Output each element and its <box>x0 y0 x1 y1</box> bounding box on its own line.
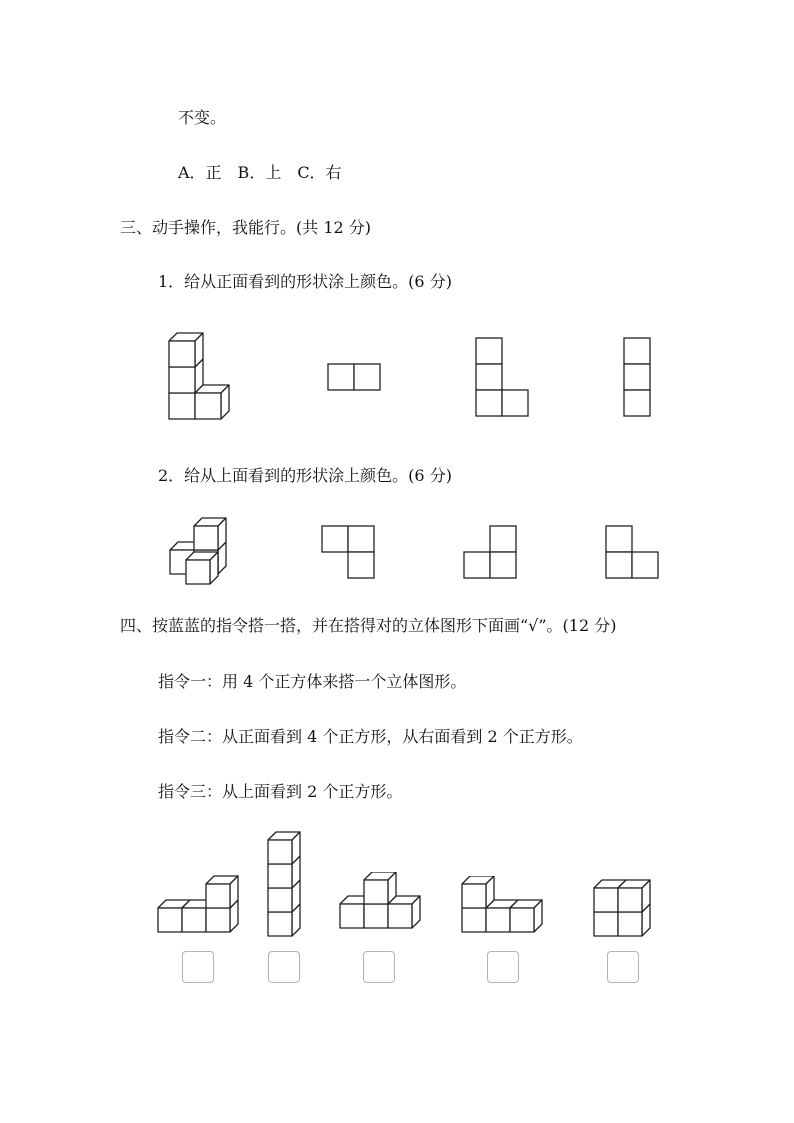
q2-3d-figure <box>166 514 238 588</box>
question-2-text: 2．给从上面看到的形状涂上颜色。(6 分) <box>158 466 452 485</box>
s4-figure-3 <box>338 872 426 934</box>
cube <box>268 832 300 864</box>
q1-option-1[interactable] <box>326 362 382 392</box>
instruction-3: 指令三：从上面看到 2 个正方形。 <box>158 782 403 801</box>
cube <box>364 872 396 904</box>
answer-box-1[interactable] <box>182 951 214 983</box>
cube <box>510 900 542 932</box>
section-3-title: 三、动手操作，我能行。(共 12 分) <box>120 218 372 237</box>
cube <box>195 385 229 419</box>
section-4-title: 四、按蓝蓝的指令搭一搭，并在搭得对的立体图形下面画“√”。(12 分) <box>120 616 617 635</box>
question-1-text: 1．给从正面看到的形状涂上颜色。(6 分) <box>158 272 452 291</box>
s4-figure-2 <box>266 830 306 938</box>
cube <box>618 880 650 912</box>
answer-box-3[interactable] <box>363 951 395 983</box>
cube <box>388 896 420 928</box>
text-continuation: 不变。 <box>178 108 227 127</box>
answer-box-5[interactable] <box>607 951 639 983</box>
answer-box-4[interactable] <box>487 951 519 983</box>
cube <box>169 333 203 367</box>
instruction-1: 指令一：用 4 个正方体来搭一个立体图形。 <box>158 672 467 691</box>
answer-box-2[interactable] <box>268 951 300 983</box>
s4-figure-5 <box>592 878 656 940</box>
answer-options: A．正 B．上 C．右 <box>178 163 342 182</box>
q1-option-3[interactable] <box>622 336 654 420</box>
s4-figure-1 <box>156 872 244 938</box>
q1-option-2[interactable] <box>474 336 532 420</box>
cube <box>462 876 494 908</box>
q2-option-1[interactable] <box>320 524 376 580</box>
s4-figure-4 <box>460 876 548 938</box>
q1-3d-figure <box>164 330 238 424</box>
q2-option-3[interactable] <box>604 524 660 580</box>
q2-option-2[interactable] <box>462 524 518 580</box>
instruction-2: 指令二：从正面看到 4 个正方形，从右面看到 2 个正方形。 <box>158 727 583 746</box>
cube <box>194 518 226 550</box>
cube <box>186 552 218 584</box>
cube <box>206 876 238 908</box>
